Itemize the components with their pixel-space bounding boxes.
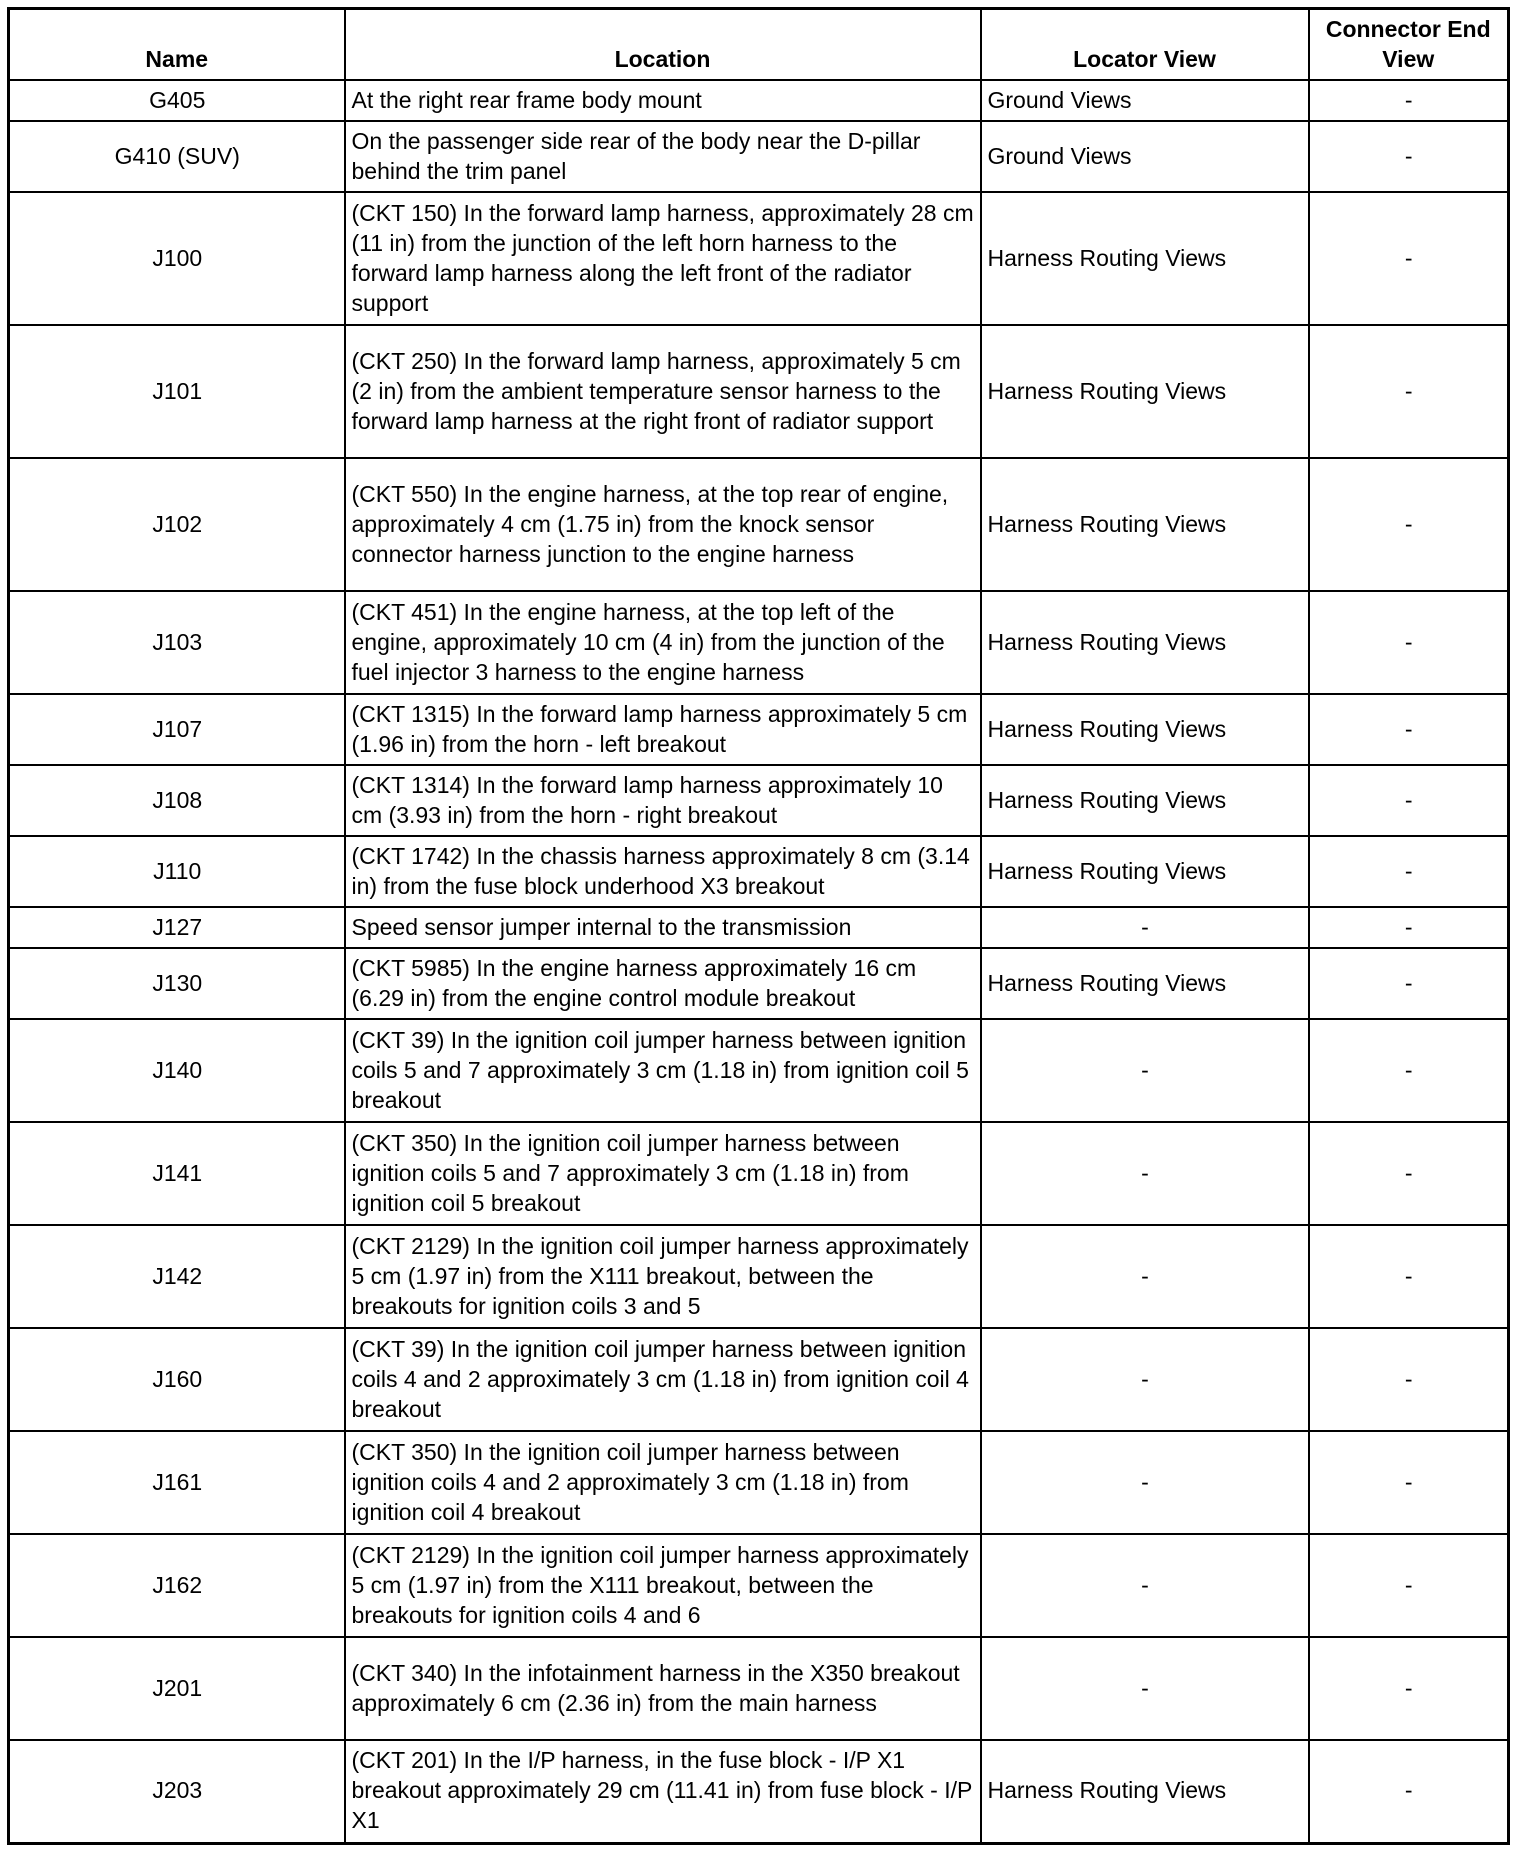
cell-name: J140 — [9, 1019, 345, 1122]
cell-name: J162 — [9, 1534, 345, 1637]
table-row — [9, 1225, 1509, 1328]
cell-name: J141 — [9, 1122, 345, 1225]
header-name: Name — [9, 9, 345, 81]
table-row — [9, 591, 1509, 694]
cell-connector-end-view: - — [1309, 325, 1509, 458]
cell-name: J102 — [9, 458, 345, 591]
cell-connector-end-view: - — [1309, 765, 1509, 836]
cell-locator-view: - — [981, 1637, 1309, 1740]
cell-name: J108 — [9, 765, 345, 836]
cell-locator-view: - — [981, 1225, 1309, 1328]
table-row — [9, 458, 1509, 591]
cell-connector-end-view: - — [1309, 694, 1509, 765]
table-row — [9, 121, 1509, 192]
header-location: Location — [345, 9, 981, 81]
cell-name: J101 — [9, 325, 345, 458]
cell-connector-end-view: - — [1309, 591, 1509, 694]
cell-name: J103 — [9, 591, 345, 694]
cell-name: J107 — [9, 694, 345, 765]
table-row — [9, 1431, 1509, 1534]
table-row — [9, 1534, 1509, 1637]
table-row — [9, 1328, 1509, 1431]
cell-name: J203 — [9, 1740, 345, 1843]
cell-connector-end-view: - — [1309, 1534, 1509, 1637]
cell-locator-view: - — [981, 907, 1309, 948]
cell-location: (CKT 2129) In the ignition coil jumper harness approximately 5 cm (1.97 in) from the X111 breakout, between the breakouts for ignition coils 3 and 5 — [345, 1225, 981, 1328]
cell-locator-view: Harness Routing Views — [981, 948, 1309, 1019]
cell-locator-view: - — [981, 1019, 1309, 1122]
cell-location: (CKT 1314) In the forward lamp harness approximately 10 cm (3.93 in) from the horn - right breakout — [345, 765, 981, 836]
cell-location: (CKT 350) In the ignition coil jumper harness between ignition coils 4 and 2 approximately 3 cm (1.18 in) from ignition coil 4 breakout — [345, 1431, 981, 1534]
document-sheet — [7, 7, 1510, 1845]
header-locator-view: Locator View — [981, 9, 1309, 81]
cell-name: J110 — [9, 836, 345, 907]
cell-connector-end-view: - — [1309, 948, 1509, 1019]
cell-name: G410 (SUV) — [9, 121, 345, 192]
table-row — [9, 192, 1509, 325]
cell-locator-view: - — [981, 1431, 1309, 1534]
cell-name: J142 — [9, 1225, 345, 1328]
cell-locator-view: Harness Routing Views — [981, 694, 1309, 765]
cell-locator-view: Harness Routing Views — [981, 765, 1309, 836]
cell-connector-end-view: - — [1309, 458, 1509, 591]
header-row — [9, 9, 1509, 81]
cell-connector-end-view: - — [1309, 192, 1509, 325]
cell-connector-end-view: - — [1309, 1019, 1509, 1122]
cell-name: J130 — [9, 948, 345, 1019]
cell-locator-view: - — [981, 1534, 1309, 1637]
table-row — [9, 694, 1509, 765]
cell-locator-view: - — [981, 1122, 1309, 1225]
table-row — [9, 765, 1509, 836]
table-row — [9, 836, 1509, 907]
cell-location: (CKT 39) In the ignition coil jumper harness between ignition coils 4 and 2 approximately 3 cm (1.18 in) from ignition coil 4 breakout — [345, 1328, 981, 1431]
connector-location-table — [7, 7, 1510, 1845]
cell-locator-view: Harness Routing Views — [981, 325, 1309, 458]
cell-name: J161 — [9, 1431, 345, 1534]
cell-location: (CKT 340) In the infotainment harness in the X350 breakout approximately 6 cm (2.36 in) from the main harness — [345, 1637, 981, 1740]
cell-connector-end-view: - — [1309, 1328, 1509, 1431]
table-row — [9, 907, 1509, 948]
cell-connector-end-view: - — [1309, 80, 1509, 121]
table-row — [9, 948, 1509, 1019]
cell-location: (CKT 5985) In the engine harness approximately 16 cm (6.29 in) from the engine control module breakout — [345, 948, 981, 1019]
table-row — [9, 325, 1509, 458]
cell-locator-view: Harness Routing Views — [981, 458, 1309, 591]
cell-connector-end-view: - — [1309, 121, 1509, 192]
cell-location: (CKT 150) In the forward lamp harness, approximately 28 cm (11 in) from the junction of the left horn harness to the forward lamp harness along the left front of the radiator support — [345, 192, 981, 325]
cell-name: J127 — [9, 907, 345, 948]
cell-location: At the right rear frame body mount — [345, 80, 981, 121]
cell-locator-view: Harness Routing Views — [981, 192, 1309, 325]
cell-name: J201 — [9, 1637, 345, 1740]
cell-locator-view: Ground Views — [981, 121, 1309, 192]
cell-location: (CKT 350) In the ignition coil jumper harness between ignition coils 5 and 7 approximately 3 cm (1.18 in) from ignition coil 5 breakout — [345, 1122, 981, 1225]
header-connector-end-view: Connector End View — [1309, 9, 1509, 81]
cell-connector-end-view: - — [1309, 907, 1509, 948]
cell-location: (CKT 451) In the engine harness, at the top left of the engine, approximately 10 cm (4 in) from the junction of the fuel injector 3 harness to the engine harness — [345, 591, 981, 694]
cell-location: (CKT 201) In the I/P harness, in the fuse block - I/P X1 breakout approximately 29 cm (11.41 in) from fuse block - I/P X1 — [345, 1740, 981, 1843]
cell-connector-end-view: - — [1309, 1740, 1509, 1843]
cell-connector-end-view: - — [1309, 836, 1509, 907]
cell-connector-end-view: - — [1309, 1431, 1509, 1534]
cell-location: Speed sensor jumper internal to the transmission — [345, 907, 981, 948]
cell-locator-view: - — [981, 1328, 1309, 1431]
table-row — [9, 1122, 1509, 1225]
cell-location: (CKT 2129) In the ignition coil jumper harness approximately 5 cm (1.97 in) from the X111 breakout, between the breakouts for ignition coils 4 and 6 — [345, 1534, 981, 1637]
cell-connector-end-view: - — [1309, 1637, 1509, 1740]
cell-location: (CKT 1315) In the forward lamp harness approximately 5 cm (1.96 in) from the horn - left breakout — [345, 694, 981, 765]
cell-locator-view: Ground Views — [981, 80, 1309, 121]
table-row — [9, 1637, 1509, 1740]
cell-name: G405 — [9, 80, 345, 121]
cell-locator-view: Harness Routing Views — [981, 591, 1309, 694]
cell-locator-view: Harness Routing Views — [981, 836, 1309, 907]
cell-connector-end-view: - — [1309, 1122, 1509, 1225]
cell-name: J160 — [9, 1328, 345, 1431]
cell-location: (CKT 250) In the forward lamp harness, approximately 5 cm (2 in) from the ambient temperature sensor harness to the forward lamp harness at the right front of radiator support — [345, 325, 981, 458]
table-row — [9, 80, 1509, 121]
cell-locator-view: Harness Routing Views — [981, 1740, 1309, 1843]
cell-location: (CKT 1742) In the chassis harness approximately 8 cm (3.14 in) from the fuse block underhood X3 breakout — [345, 836, 981, 907]
table-row — [9, 1019, 1509, 1122]
cell-name: J100 — [9, 192, 345, 325]
cell-location: On the passenger side rear of the body near the D-pillar behind the trim panel — [345, 121, 981, 192]
cell-location: (CKT 39) In the ignition coil jumper harness between ignition coils 5 and 7 approximately 3 cm (1.18 in) from ignition coil 5 breakout — [345, 1019, 981, 1122]
table-row — [9, 1740, 1509, 1843]
cell-location: (CKT 550) In the engine harness, at the top rear of engine, approximately 4 cm (1.75 in) from the knock sensor connector harness junction to the engine harness — [345, 458, 981, 591]
cell-connector-end-view: - — [1309, 1225, 1509, 1328]
